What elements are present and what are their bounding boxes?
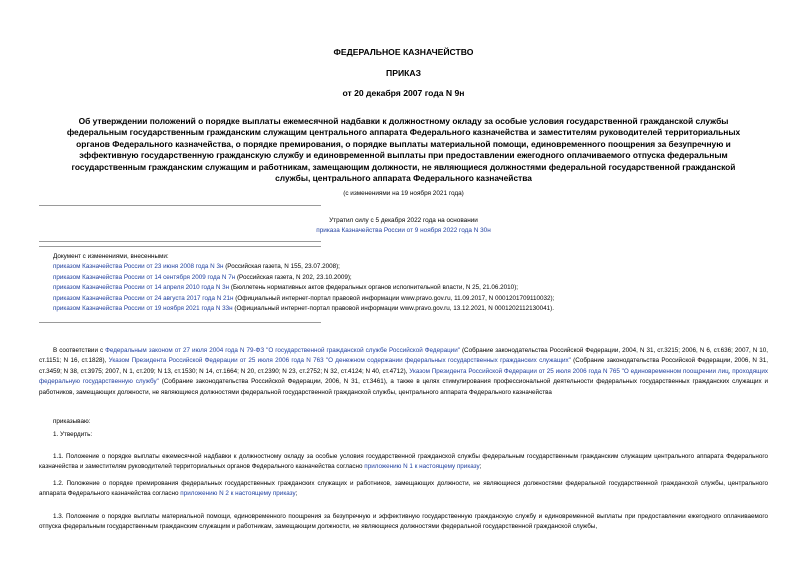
divider bbox=[39, 322, 321, 323]
list-item bbox=[53, 283, 773, 293]
list-item bbox=[53, 273, 773, 283]
change-source: (Бюллетень нормативных актов федеральных органов исполнительной власти, N 25, 21.06.2010); bbox=[229, 284, 519, 292]
divider bbox=[39, 246, 321, 247]
title-line: органов Федерального казначейства, о порядке премирования, о порядке выплаты материальной помощи, единовременного поощрения за безупречную и bbox=[76, 138, 731, 149]
title-line: эффективную государственную гражданскую службу и единовременной выплаты при предоставлении ежегодного оплачиваемого отпуска федеральным bbox=[79, 150, 728, 161]
title-line: федеральным государственным гражданским служащим центрального аппарата Федерального казначейства и заместителям руководителей территориальных bbox=[66, 127, 741, 138]
preamble-paragraph bbox=[39, 346, 768, 398]
change-source: (Официальный интернет-портал правовой информации www.pravo.gov.ru, 11.09.2017, N 0001201709110032); bbox=[233, 294, 555, 302]
changes-list bbox=[53, 252, 773, 314]
invalidation-text: Утратил силу с 5 декабря 2022 года на основании bbox=[329, 217, 478, 224]
appendix-2-link[interactable]: приложению N 2 к настоящему приказу bbox=[180, 490, 296, 498]
decree-765-link[interactable]: Указом Президента Российской Федерации от 25 июля 2006 года N 765 "О единовременном поощрении лиц, проходящих федеральную государственную службу" bbox=[39, 367, 768, 386]
divider bbox=[39, 241, 321, 242]
amendment-note: (с изменениями на 19 ноября 2021 года) bbox=[343, 190, 464, 197]
order-word: приказываю: bbox=[53, 418, 91, 425]
invalidation-link[interactable]: приказа Казначейства России от 9 ноября 2022 года N 30н bbox=[316, 227, 491, 234]
change-link[interactable]: приказом Казначейства России от 24 августа 2017 года N 21н bbox=[53, 294, 234, 302]
preamble-text: (Собрание законодательства Российской Федерации, 2004, N 31, ст.3215; 2006, N 6, ст.636; 2007, N 10, ст.1151; N 16, ст.1828), bbox=[39, 347, 768, 365]
paragraph-text: ; bbox=[295, 490, 298, 498]
paragraph-1-1 bbox=[39, 452, 768, 473]
appendix-1-link[interactable]: приложению N 1 к настоящему приказу bbox=[364, 463, 480, 471]
federal-law-link[interactable]: Федеральным законом от 27 июля 2004 года N 79-ФЗ "О государственной гражданской службе Российской Федерации" bbox=[105, 347, 460, 354]
paragraph-1-3 bbox=[39, 512, 768, 533]
org-name: ФЕДЕРАЛЬНОЕ КАЗНАЧЕЙСТВО bbox=[333, 47, 474, 57]
list-item bbox=[53, 294, 773, 304]
change-source: (Российская газета, N 202, 23.10.2009); bbox=[235, 273, 352, 281]
divider bbox=[39, 205, 321, 206]
paragraph-text: 1.2. Положение о порядке премирования федеральных государственных гражданских служащих и работников, замещающих должности, не являющиеся должностями федеральной государственной гражданской службы, центрального аппарата Федерального казначейства согласно bbox=[39, 480, 768, 498]
decree-763-link[interactable]: Указом Президента Российской Федерации от 25 июля 2006 года N 763 "О денежном содержании федеральных государственных гражданских служащих" bbox=[108, 357, 571, 365]
doc-title bbox=[30, 116, 777, 184]
change-source: (Российская газета, N 155, 23.07.2008); bbox=[223, 263, 340, 271]
preamble-text: (Собрание законодательства Российской Федерации, 2006, N 31, ст.3459; N 38, ст.3975; 2007, N 1, ст.209; N 13, ст.1530; N 14, ст.1664; N 20, ст.2390; N 23, ст.2752; N 32, ст.4124; N 40, ст.4712), bbox=[39, 357, 768, 375]
doc-type: ПРИКАЗ bbox=[386, 68, 421, 78]
title-line: Об утверждении положений о порядке выплаты ежемесячной надбавки к должностному окладу за особые условия государственной гражданской службы bbox=[78, 116, 729, 126]
paragraph-text: ; bbox=[479, 463, 482, 471]
title-line: службы, центрального аппарата Федерального казначейства bbox=[275, 173, 532, 184]
change-link[interactable]: приказом Казначейства России от 14 апреля 2010 года N 3н bbox=[53, 284, 230, 292]
paragraph-1-2 bbox=[39, 479, 768, 500]
doc-date-number: от 20 декабря 2007 года N 9н bbox=[342, 88, 465, 98]
list-item bbox=[53, 262, 773, 272]
change-link[interactable]: приказом Казначейства России от 14 сентября 2009 года N 7н bbox=[53, 273, 236, 281]
change-link[interactable]: приказом Казначейства России от 23 июня 2008 года N 3н bbox=[53, 263, 224, 271]
change-source: (Официальный интернет-портал правовой информации www.pravo.gov.ru, 13.12.2021, N 0001202112130041). bbox=[232, 305, 554, 313]
preamble-text: В соответствии с bbox=[53, 347, 106, 354]
preamble-text: (Собрание законодательства Российской Федерации, 2006, N 31, ст.3461), а также в целях стимулирования профессиональной деятельности федеральных государственных гражданских служащих и работников, замещающих должности, не являющиеся должностями федеральной государственной гражданской службы, центрального аппарата Федерального казначейства bbox=[39, 378, 769, 396]
change-link[interactable]: приказом Казначейства России от 19 ноября 2021 года N 33н bbox=[53, 305, 233, 313]
list-item bbox=[53, 304, 773, 314]
title-line: государственным гражданским служащим и работникам, замещающим должности, не являющиеся должностями федеральной государственной гражданской bbox=[71, 161, 736, 172]
paragraph-text: 1.1. Положение о порядке выплаты ежемесячной надбавки к должностному окладу за особые условия государственной гражданской службы федеральным государственным гражданским служащим центрального аппарата Федерального казначейства и заместителям руководителей территориальных органов Федерального казначейства согласно bbox=[39, 453, 768, 471]
paragraph-text: 1.3. Положение о порядке выплаты материальной помощи, единовременного поощрения за безупречную и эффективную государственную гражданскую службу и единовременной выплаты при предоставлении ежегодного оплачиваемого отпуска федеральным государственным гражданским служащим и работникам, замещающим должности, не являющиеся должностями федеральной государственной гражданской службы, bbox=[39, 513, 768, 531]
approve-item: 1. Утвердить: bbox=[53, 431, 93, 438]
changes-intro: Документ с изменениями, внесенными: bbox=[53, 253, 169, 260]
invalidation-link-wrap bbox=[30, 226, 777, 235]
